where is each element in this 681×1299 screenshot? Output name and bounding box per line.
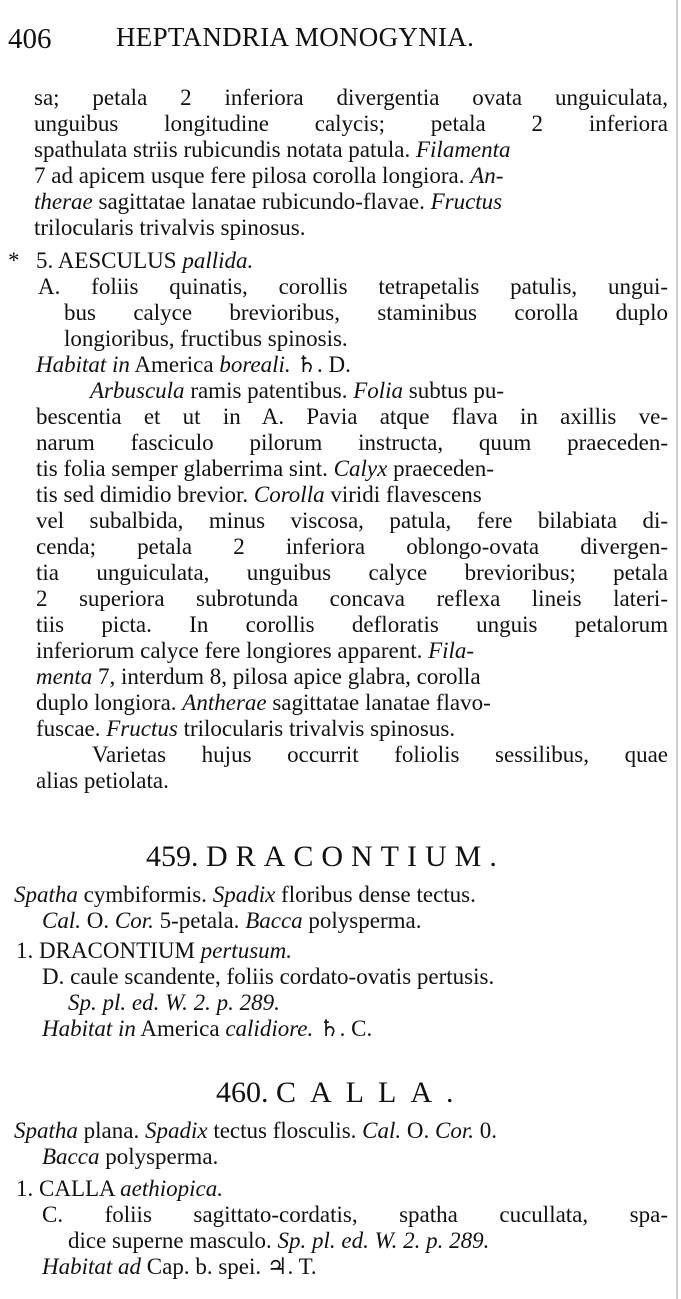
species-heading: 5. AESCULUS pallida. [36, 248, 254, 273]
description-line: tis sed dimidio brevior. Corolla viridi flavescens [36, 482, 482, 507]
diagnosis-line: A. foliis quinatis, corollis tetrapetalis patulis, ungui- [38, 274, 668, 299]
habitat-line: Habitat in America boreali. ♄. D. [36, 352, 351, 377]
genus-character-line: Spatha plana. Spadix tectus flosculis. Cal. O. Cor. 0. [14, 1118, 498, 1143]
diagnosis-line: Sp. pl. ed. W. 2. p. 289. [68, 990, 280, 1015]
genus-heading: 460. CALLA. [216, 1076, 468, 1109]
diagnosis-line: bus calyce brevioribus, staminibus corolla duplo [64, 300, 668, 325]
diagnosis-line: longioribus, fructibus spinosis. [64, 326, 348, 351]
description-line: cenda; petala 2 inferiora oblongo-ovata divergen- [36, 534, 668, 559]
genus-character-line: Bacca polysperma. [42, 1144, 219, 1169]
description-line: menta 7, interdum 8, pilosa apice glabra, corolla [36, 664, 481, 689]
description-line: bescentia et ut in A. Pavia atque flava in axillis ve- [36, 404, 668, 429]
genus-character-line: Cal. O. Cor. 5-petala. Bacca polysperma. [42, 908, 422, 933]
description-line: fuscae. Fructus trilocularis trivalvis spinosus. [36, 716, 456, 741]
habitat-line: Habitat in America calidiore. ♄. C. [42, 1016, 373, 1041]
description-line: vel subalbida, minus viscosa, patula, fere bilabiata di- [36, 508, 668, 533]
star-mark: * [8, 248, 20, 273]
description-line: Varietas hujus occurrit foliolis sessilibus, quae [92, 742, 668, 767]
page-number: 406 [8, 23, 52, 55]
text-line: sa; petala 2 inferiora divergentia ovata unguiculata, [34, 85, 668, 110]
description-line: tiis picta. In corollis defloratis unguis petalorum [36, 612, 668, 637]
description-line: alias petiolata. [36, 768, 169, 793]
description-line: duplo longiora. Antherae sagittatae lanatae flavo- [36, 690, 491, 715]
diagnosis-line: D. caule scandente, foliis cordato-ovatis pertusis. [42, 964, 495, 989]
running-title: HEPTANDRIA MONOGYNIA. [116, 22, 475, 52]
species-heading: 1. CALLA aethiopica. [16, 1176, 223, 1201]
diagnosis-line: C. foliis sagittato-cordatis, spatha cucullata, spa- [42, 1202, 668, 1227]
genus-heading: 459. DRACONTIUM. [146, 840, 505, 873]
genus-character-line: Spatha cymbiformis. Spadix floribus dense tectus. [14, 882, 476, 907]
text-line: spathulata striis rubicundis notata patula. Filamenta [34, 137, 511, 162]
description-line: narum fasciculo pilorum instructa, quum praeceden- [36, 430, 668, 455]
species-heading: 1. DRACONTIUM pertusum. [16, 938, 293, 963]
text-line: trilocularis trivalvis spinosus. [34, 215, 306, 240]
description-line: tis folia semper glaberrima sint. Calyx praeceden- [36, 456, 494, 481]
text-line: therae sagittatae lanatae rubicundo-flavae. Fructus [34, 189, 503, 214]
description-line: Arbuscula ramis patentibus. Folia subtus pu- [90, 378, 504, 403]
text-line: unguibus longitudine calycis; petala 2 inferiora [34, 111, 668, 136]
page-edge [676, 0, 678, 1299]
description-line: tia unguiculata, unguibus calyce brevioribus; petala [36, 560, 668, 585]
description-line: inferiorum calyce fere longiores apparent. Fila- [36, 638, 475, 663]
diagnosis-line: dice superne masculo. Sp. pl. ed. W. 2. p. 289. [68, 1228, 490, 1253]
text-line: 7 ad apicem usque fere pilosa corolla longiora. An- [34, 163, 504, 188]
description-line: 2 superiora subrotunda concava reflexa lineis lateri- [36, 586, 668, 611]
habitat-line: Habitat ad Cap. b. spei. ♃. T. [42, 1254, 317, 1279]
